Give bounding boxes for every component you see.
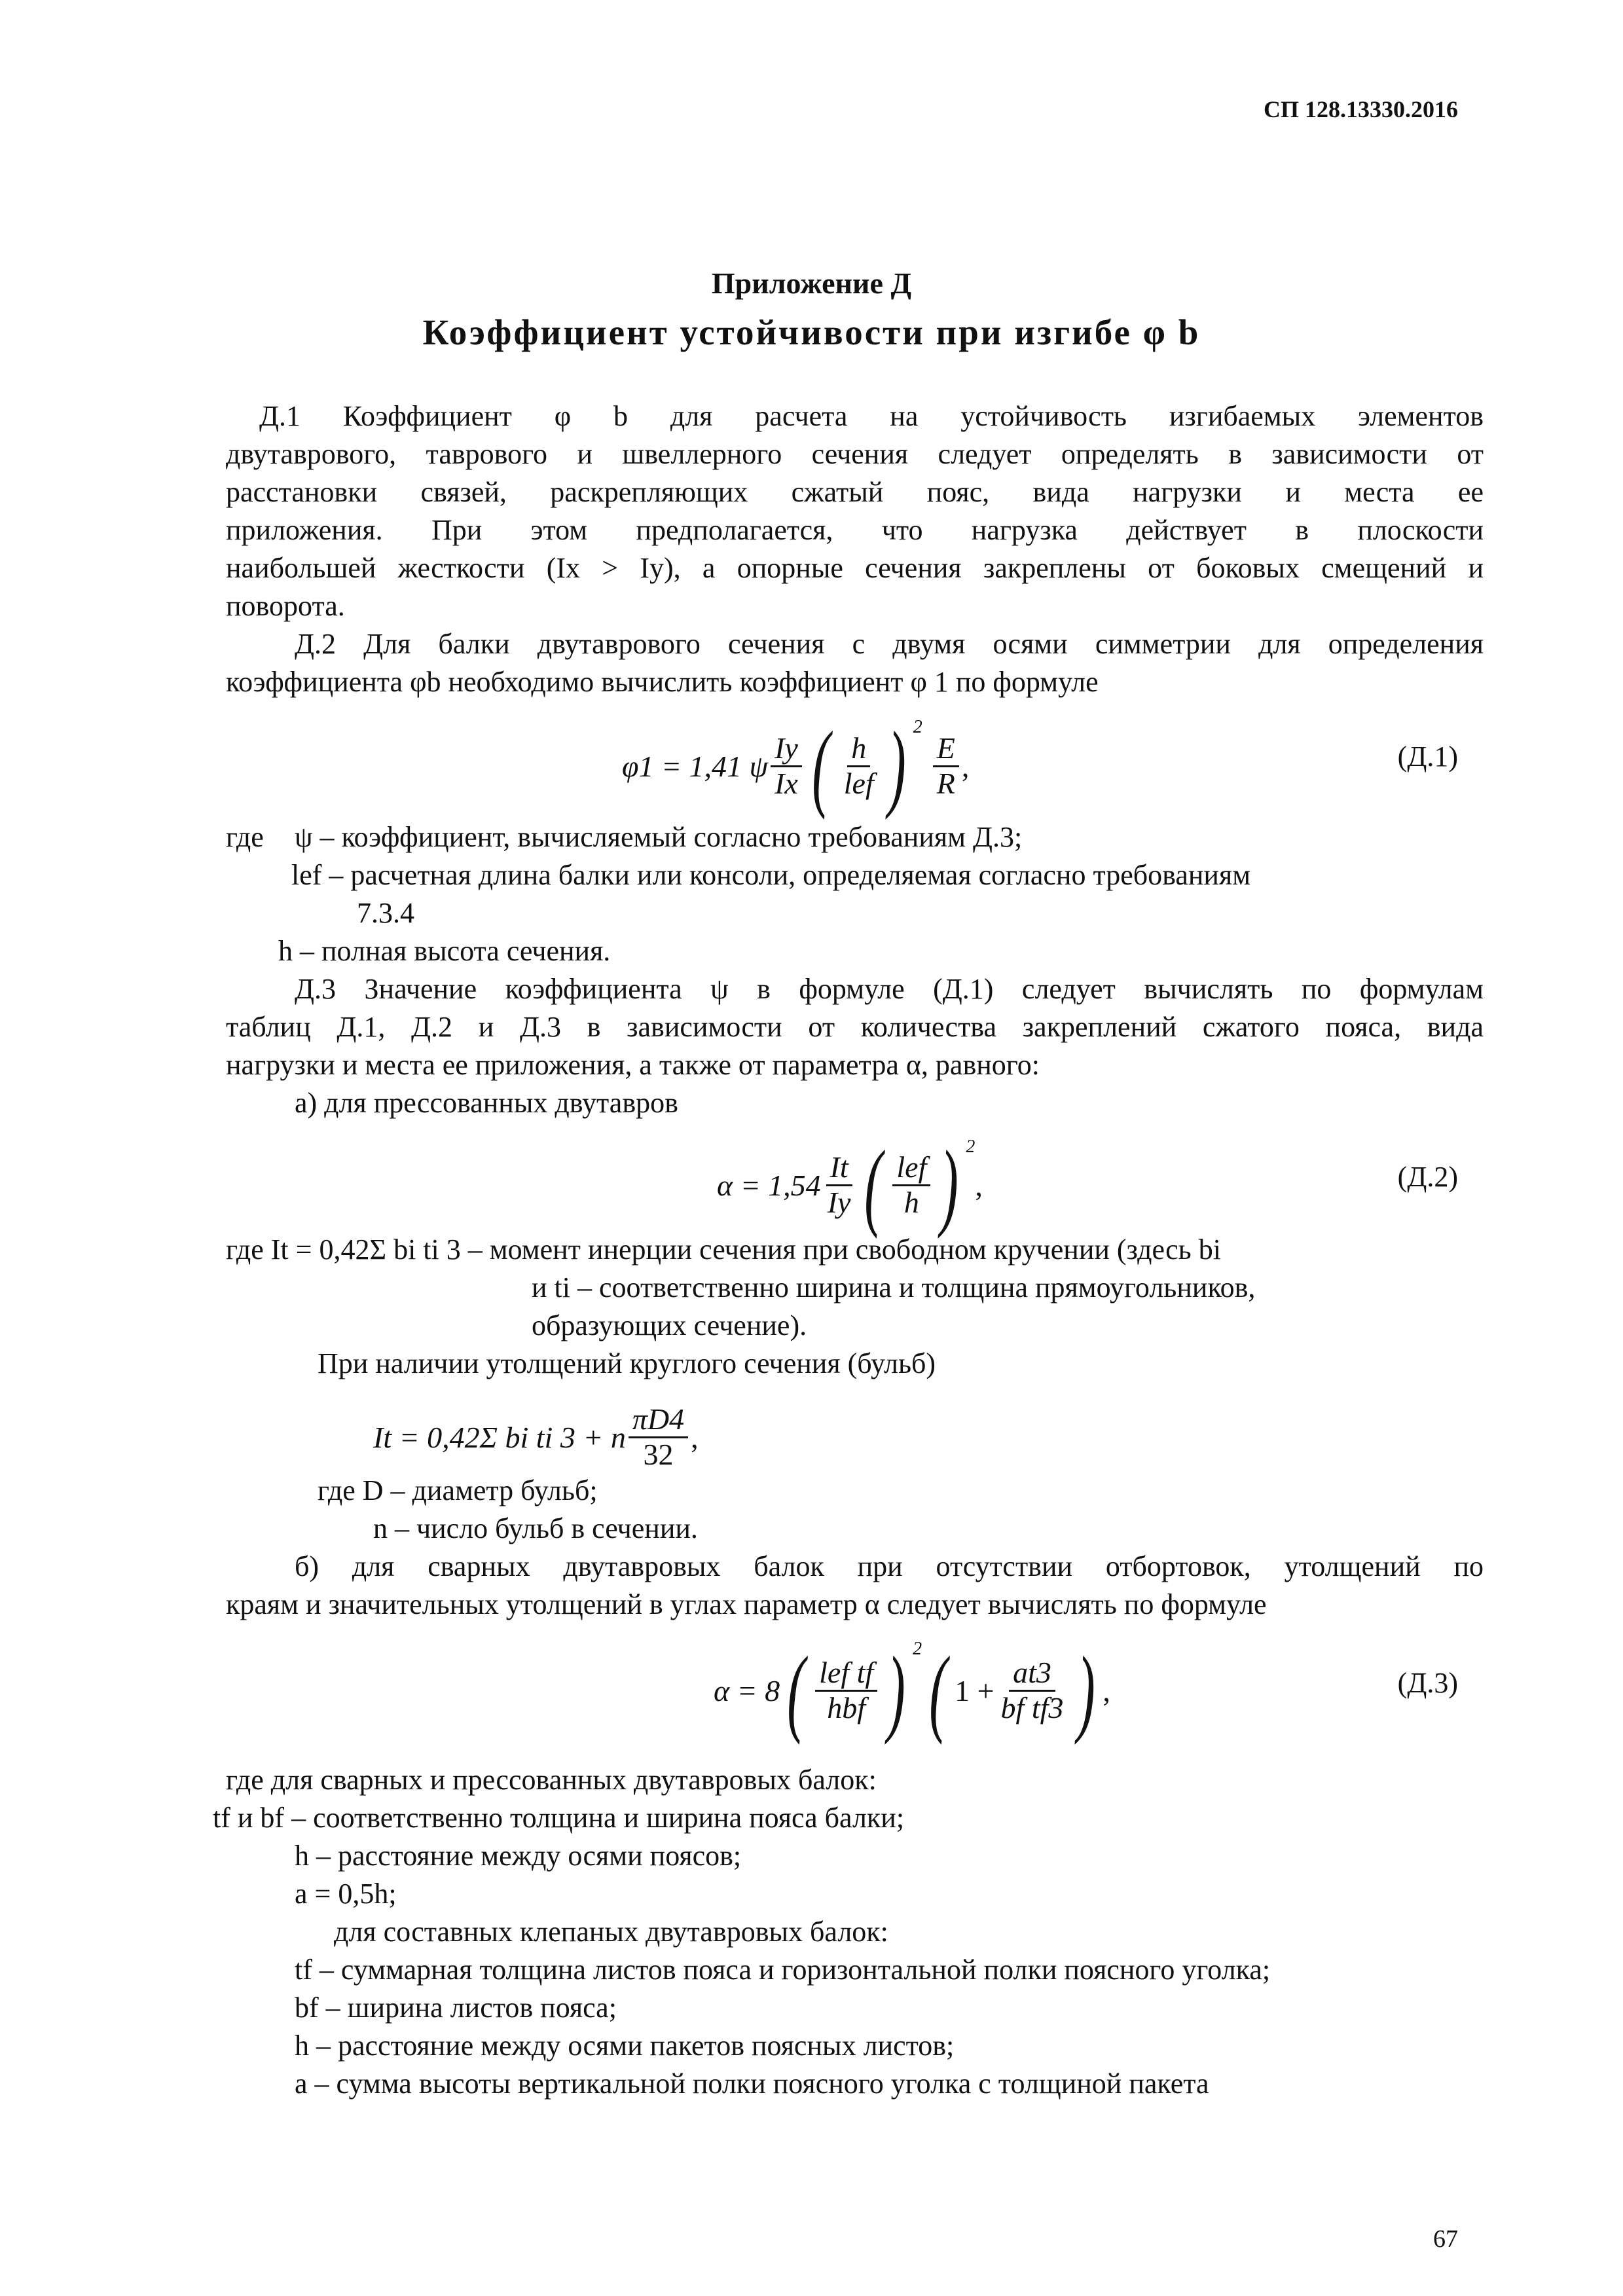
formula-d3-bftf3: bf tf3 [1000,1691,1064,1724]
where-d: где D – диаметр бульб; [318,1474,598,1506]
formula-d3 [714,1633,1110,1748]
formula-d3-lhs: α = 8 [714,1674,780,1707]
d1-line-2: двутаврового, таврового и швеллерного сечения следует определять в зависимости от [226,438,1484,470]
where-riveted-a: a – сумма высоты вертикальной полки поясного уголка с толщиной пакета [295,2068,1209,2100]
formula-d2-lef: lef [892,1151,930,1186]
d1-line-5: наибольшей жесткости (Ix > Iy), а опорные сечения закреплены от боковых смещений и [226,552,1484,584]
where-n: n – число бульб в сечении. [373,1512,698,1544]
bulb-intro: При наличии утолщений круглого сечения (бульб) [318,1347,936,1379]
formula-d3-exponent: 2 [913,1639,922,1659]
formula-d1-fraction-height [840,732,878,800]
where-welded-label: где для сварных и прессованных двутавровых балок: [226,1764,877,1796]
right-paren: ) [887,712,906,820]
formula-d3-comma: , [1103,1674,1110,1707]
where-a: a = 0,5h; [295,1878,397,1910]
equation-number-d2: (Д.2) [1397,1161,1458,1193]
formula-bulb-comma: , [691,1420,699,1454]
formula-d1-exponent: 2 [913,717,922,737]
formula-d2-h: h [903,1185,919,1219]
d2-line-2: коэффициента φb необходимо вычислить коэффициент φ 1 по формуле [226,666,1099,698]
left-paren: ( [864,1131,883,1239]
where-riveted-h: h – расстояние между осями пакетов поясных листов; [295,2030,955,2062]
right-paren-2: ) [1077,1636,1096,1745]
formula-d2-num: It [826,1151,852,1186]
where-label-d1: где [226,821,264,853]
d1-line-1: Д.1 Коэффициент φ b для расчета на устойчивость изгибаемых элементов [259,400,1484,432]
appendix-title: Коэффициент устойчивости при изгибе φ b [422,312,1201,352]
formula-d1-fraction-modulus [933,732,959,800]
formula-d2-exponent: 2 [966,1137,976,1157]
formula-d1-numerator: Iy [771,732,802,767]
d3-line-3: нагрузки и места ее приложения, а также от параметра α, равного: [226,1049,1040,1081]
formula-d1-r: R [936,766,955,800]
where-bi-ti: и ti – соответственно ширина и толщина прямоугольников, [532,1271,1256,1303]
formula-d1-denominator: Ix [775,766,798,800]
where-it: где It = 0,42Σ bi ti 3 – момент инерции сечения при свободном кручении (здесь bi [226,1233,1221,1266]
where-section: образующих сечение). [532,1309,807,1341]
formula-d3-fraction-flange [815,1656,877,1724]
left-paren-2: ( [929,1636,947,1745]
d3-line-2: таблиц Д.1, Д.2 и Д.3 в зависимости от количества закреплений сжатого пояса, вида [226,1011,1484,1043]
left-paren: ( [812,712,830,820]
d2-line-1: Д.2 Для балки двутаврового сечения с двумя осями симметрии для определения [295,628,1484,660]
formula-bulb-fraction [629,1403,688,1471]
item-b-line-2: краям и значительных утолщений в углах параметр α следует вычислять по формуле [226,1588,1267,1620]
document-code-header: СП 128.13330.2016 [1264,96,1458,122]
formula-d1-e: E [933,732,959,767]
formula-d2-comma: , [975,1168,983,1202]
equation-number-d3: (Д.3) [1397,1667,1458,1699]
formula-d1-height-den: lef [843,766,874,800]
formula-bulb-lhs: It = 0,42Σ bi ti 3 + n [373,1420,626,1454]
d1-line-4: приложения. При этом предполагается, что нагрузка действует в плоскости [226,514,1484,546]
where-psi: ψ – коэффициент, вычисляемый согласно требованиям Д.3; [295,821,1023,853]
equation-number-d1: (Д.1) [1397,740,1458,773]
formula-d2 [717,1133,983,1237]
where-lef-ref: 7.3.4 [357,897,414,929]
where-riveted-bf: bf – ширина листов пояса; [295,1992,617,2024]
formula-d1-lhs: φ1 = 1,41 ψ [622,749,769,783]
where-h-flanges: h – расстояние между осями поясов; [295,1840,742,1872]
right-paren: ) [887,1636,905,1745]
right-paren: ) [940,1131,959,1239]
d1-line-6: поворота. [226,590,345,622]
formula-d2-lhs: α = 1,54 [717,1168,821,1202]
formula-d3-inner-lhs: 1 + [955,1674,994,1707]
formula-d1-fraction-inertia [771,732,802,800]
item-b-line-1: б) для сварных двутавровых балок при отсутствии отбортовок, утолщений по [295,1550,1484,1582]
page-number: 67 [1433,2225,1458,2253]
formula-d3-den: hbf [827,1691,866,1724]
d3-line-1: Д.3 Значение коэффициента ψ в формуле (Д.1) следует вычислять по формулам [295,973,1484,1005]
formula-d2-den: Iy [827,1185,851,1219]
item-a: а) для прессованных двутавров [295,1087,678,1119]
formula-d1-height-num: h [847,732,870,767]
formula-d3-at3: at3 [1009,1656,1055,1692]
formula-d1 [622,710,969,822]
formula-d1-comma: , [961,749,970,783]
formula-bulb-den: 32 [643,1437,674,1471]
formula-d3-fraction-thickness [997,1656,1068,1724]
formula-d3-num: lef tf [815,1656,877,1692]
formula-d2-fraction-length [892,1151,930,1219]
riveted-label: для составных клепаных двутавровых балок: [334,1916,888,1948]
formula-bulb-num: πD4 [629,1403,688,1438]
appendix-label: Приложение Д [711,266,912,300]
d1-line-3: расстановки связей, раскрепляющих сжатый пояс, вида нагрузки и места ее [226,476,1484,508]
left-paren: ( [787,1636,805,1745]
where-lef: lef – расчетная длина балки или консоли, определяемая согласно требованиям [291,859,1251,891]
where-h: h – полная высота сечения. [278,935,611,967]
where-riveted-tf: tf – суммарная толщина листов пояса и горизонтальной полки поясного уголка; [295,1954,1271,1986]
formula-d2-fraction-inertia [824,1151,855,1219]
where-tf-bf: tf и bf – соответственно толщина и ширина пояса балки; [213,1802,905,1834]
